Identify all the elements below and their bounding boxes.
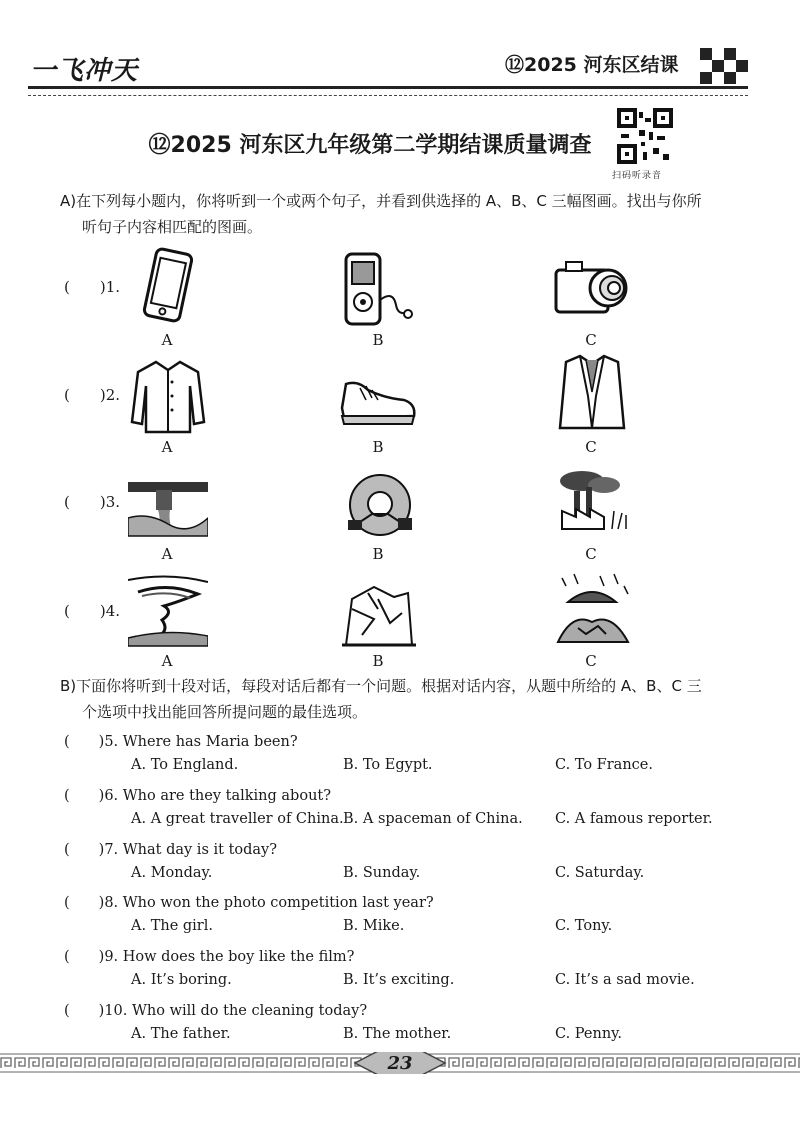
option-label-a: A: [161, 331, 173, 349]
water-pollution-icon[interactable]: [128, 468, 208, 548]
question-number: ( )4.: [64, 602, 121, 620]
mp3-player-icon[interactable]: [338, 250, 418, 330]
option-c[interactable]: C. A famous reporter.: [555, 811, 713, 827]
page-number: 23: [387, 1053, 413, 1074]
option-a[interactable]: A. The father.: [131, 1026, 231, 1042]
question-number: ( )3.: [64, 493, 121, 511]
option-label-a: A: [161, 545, 173, 563]
sneaker-icon[interactable]: [338, 360, 418, 440]
question-number: ( )2.: [64, 386, 121, 404]
section-b-instruction-cont: 个选项中找出能回答所提问题的最佳选项。: [82, 703, 368, 721]
question-text: ( )7. What day is it today?: [64, 842, 278, 858]
option-a[interactable]: A. Monday.: [131, 865, 213, 881]
option-label-c: C: [585, 438, 597, 456]
option-a[interactable]: A. The girl.: [131, 918, 213, 934]
section-a-instruction: A)在下列每小题内，你将听到一个或两个句子，并看到供选择的 A、B、C 三幅图画。找出与你所: [60, 192, 702, 210]
option-c[interactable]: C. Saturday.: [555, 865, 645, 881]
option-b[interactable]: B. The mother.: [343, 1026, 452, 1042]
question-text: ( )9. How does the boy like the film?: [64, 949, 355, 965]
option-a[interactable]: A. It’s boring.: [131, 972, 232, 988]
air-pollution-icon[interactable]: [552, 462, 632, 542]
option-label-b: B: [372, 652, 384, 670]
tornado-icon[interactable]: [128, 570, 208, 650]
option-label-c: C: [585, 652, 597, 670]
option-b[interactable]: B. A spaceman of China.: [343, 811, 523, 827]
earthquake-icon[interactable]: [338, 575, 418, 655]
option-c[interactable]: C. Penny.: [555, 1026, 623, 1042]
camera-icon[interactable]: [552, 250, 632, 330]
option-label-a: A: [161, 438, 173, 456]
option-c[interactable]: C. Tony.: [555, 918, 613, 934]
page-title: ⑫2025 河东区九年级第二学期结课质量调查: [148, 133, 592, 158]
checker-decoration: [700, 48, 748, 84]
option-label-b: B: [372, 545, 384, 563]
option-label-c: C: [585, 545, 597, 563]
shirt-icon[interactable]: [128, 356, 208, 436]
option-c[interactable]: C. It’s a sad movie.: [555, 972, 695, 988]
qr-caption: 扫码听录音: [612, 171, 663, 181]
option-b[interactable]: B. Mike.: [343, 918, 405, 934]
brand-logo: 一飞冲天: [30, 56, 139, 86]
option-b[interactable]: B. It’s exciting.: [343, 972, 455, 988]
question-text: ( )5. Where has Maria been?: [64, 734, 298, 750]
rainstorm-icon[interactable]: [552, 570, 632, 650]
option-label-b: B: [372, 438, 384, 456]
option-c[interactable]: C. To France.: [555, 757, 653, 773]
mobile-phone-icon[interactable]: [128, 245, 208, 325]
suit-icon[interactable]: [552, 352, 632, 432]
option-label-a: A: [161, 652, 173, 670]
section-b-instruction: B)下面你将听到十段对话，每段对话后都有一个问题。根据对话内容，从题中所给的 A、B、C 三: [60, 677, 702, 695]
question-text: ( )8. Who won the photo competition last year?: [64, 895, 434, 911]
qr-code-icon[interactable]: [617, 108, 673, 164]
question-number: ( )1.: [64, 278, 121, 296]
header-divider: [28, 86, 748, 96]
option-a[interactable]: A. A great traveller of China.: [131, 811, 344, 827]
option-b[interactable]: B. To Egypt.: [343, 757, 433, 773]
question-text: ( )6. Who are they talking about?: [64, 788, 332, 804]
option-label-c: C: [585, 331, 597, 349]
option-label-b: B: [372, 331, 384, 349]
header-title: ⑫2025 河东区结课: [505, 54, 679, 76]
option-b[interactable]: B. Sunday.: [343, 865, 421, 881]
option-a[interactable]: A. To England.: [131, 757, 239, 773]
section-a-instruction-cont: 听句子内容相匹配的图画。: [82, 218, 263, 236]
question-text: ( )10. Who will do the cleaning today?: [64, 1003, 368, 1019]
noise-pollution-icon[interactable]: [340, 465, 420, 545]
